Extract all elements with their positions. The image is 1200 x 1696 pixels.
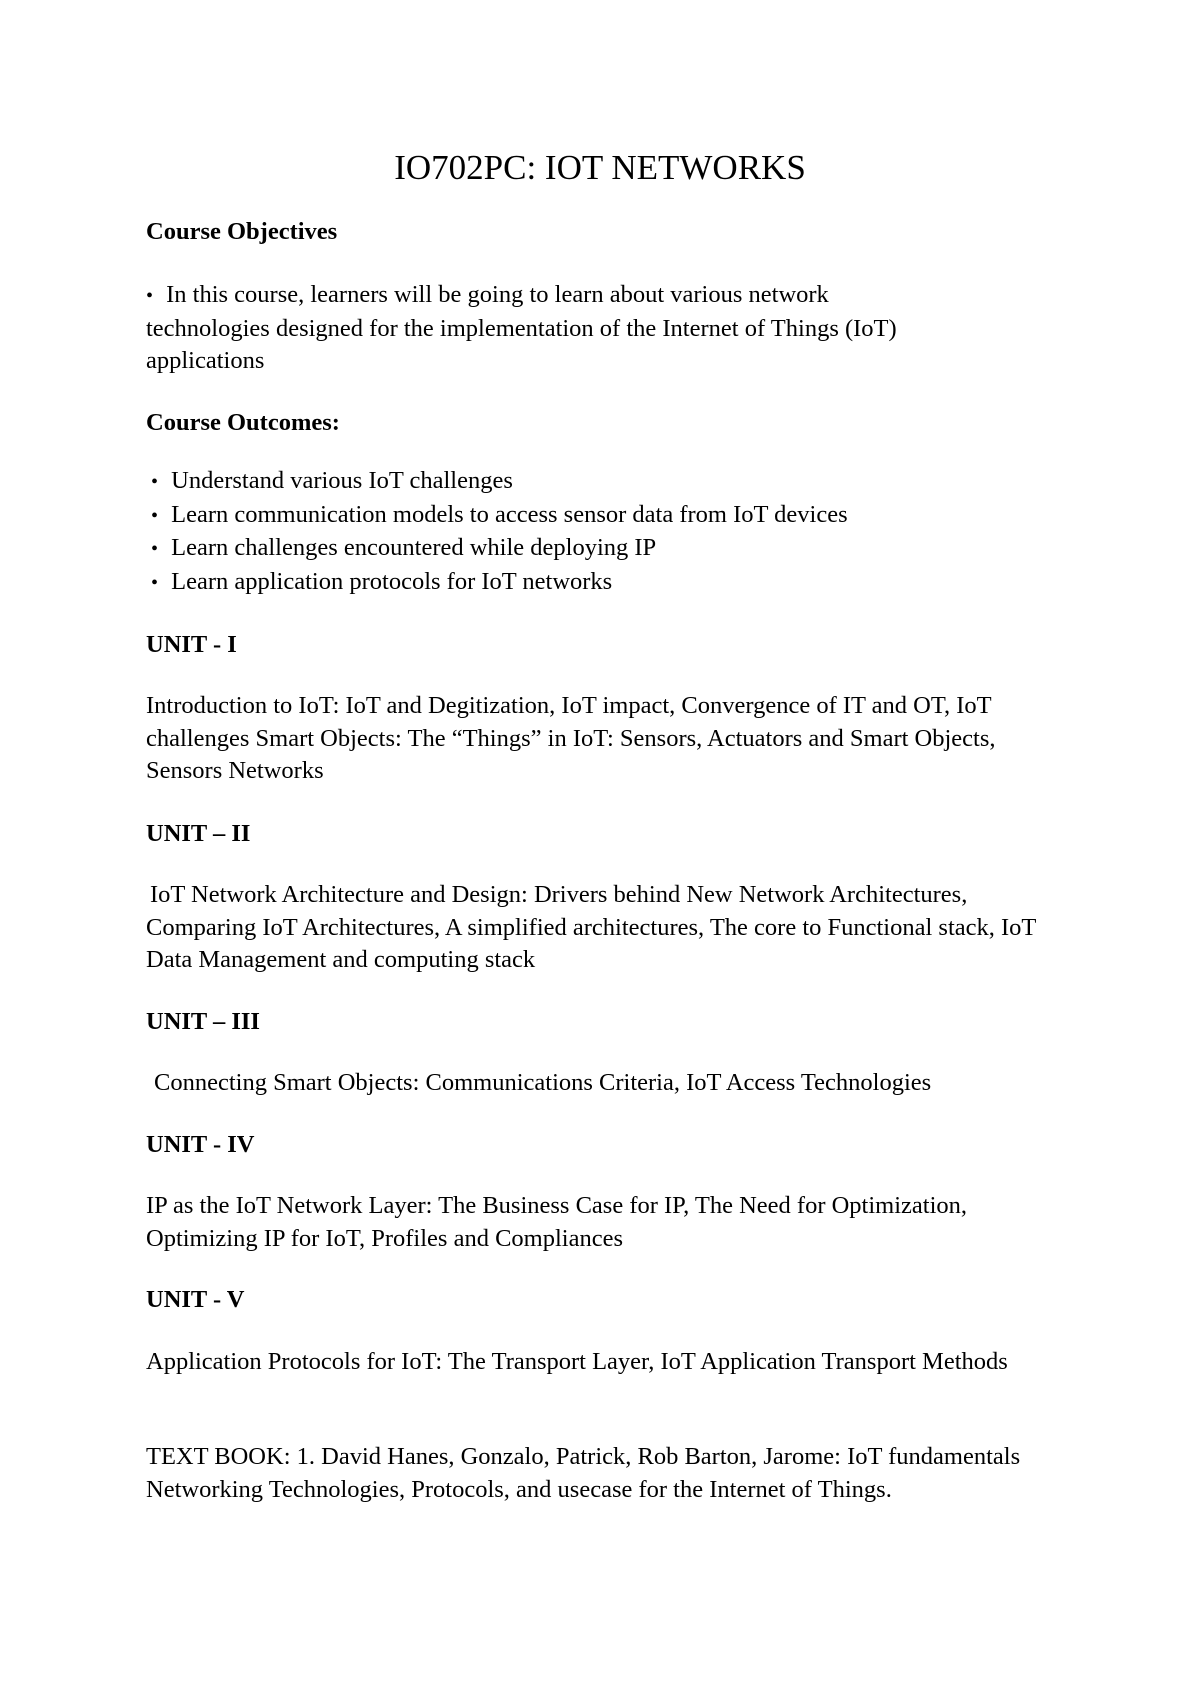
- unit-3-content: Connecting Smart Objects: Communications Criteria, IoT Access Technologies: [154, 1069, 932, 1096]
- unit-2-heading: UNIT – II: [146, 820, 251, 847]
- bullet-icon: •: [151, 571, 159, 594]
- unit-5-heading: UNIT - V: [146, 1286, 245, 1313]
- list-item: [151, 499, 1081, 533]
- objectives-heading: Course Objectives: [146, 218, 338, 245]
- outcome-text: Learn application protocols for IoT networks: [171, 567, 613, 595]
- unit-4-heading: UNIT - IV: [146, 1131, 255, 1158]
- unit-2-content: IoT Network Architecture and Design: Drivers behind New Network Architectures, Comparing IoT Architectures, A simplified architectures, The core to Functional stack, IoT Data Management and computing stack: [146, 881, 1036, 973]
- list-item: [146, 279, 946, 378]
- unit-4-content: IP as the IoT Network Layer: The Business Case for IP, The Need for Optimization, Optimizing IP for IoT, Profiles and Compliances: [146, 1192, 968, 1252]
- outcome-text: Learn challenges encountered while deploying IP: [171, 534, 657, 561]
- objectives-list: [146, 279, 946, 378]
- bullet-icon: •: [146, 285, 154, 307]
- outcomes-heading: Course Outcomes:: [146, 409, 340, 436]
- bullet-icon: •: [151, 538, 159, 560]
- bullet-icon: •: [151, 504, 159, 527]
- objective-text: In this course, learners will be going to learn about various network technologies designed for the implementation of the Internet of Things (IoT) applications: [146, 281, 897, 374]
- outcomes-list: [151, 465, 1081, 599]
- outcome-text: Learn communication models to access sensor data from IoT devices: [171, 500, 848, 528]
- list-item: [151, 566, 1081, 600]
- list-item: [151, 532, 1081, 566]
- unit-1-heading: UNIT - I: [146, 631, 237, 658]
- document-title: IO702PC: IOT NETWORKS: [394, 148, 806, 187]
- unit-3-heading: UNIT – III: [146, 1008, 260, 1035]
- textbook-reference: TEXT BOOK: 1. David Hanes, Gonzalo, Patrick, Rob Barton, Jarome: IoT fundamentals Networking Technologies, Protocols, and usecase for the Internet of Things.: [146, 1443, 1021, 1503]
- unit-1-content: Introduction to IoT: IoT and Degitization, IoT impact, Convergence of IT and OT, IoT challenges Smart Objects: The “Things” in IoT: Sensors, Actuators and Smart Objects, Sensors Networks: [146, 692, 996, 784]
- list-item: [151, 465, 1081, 499]
- unit-5-content: Application Protocols for IoT: The Transport Layer, IoT Application Transport Methods: [146, 1348, 1008, 1375]
- outcome-text: Understand various IoT challenges: [171, 467, 513, 494]
- bullet-icon: •: [151, 471, 159, 493]
